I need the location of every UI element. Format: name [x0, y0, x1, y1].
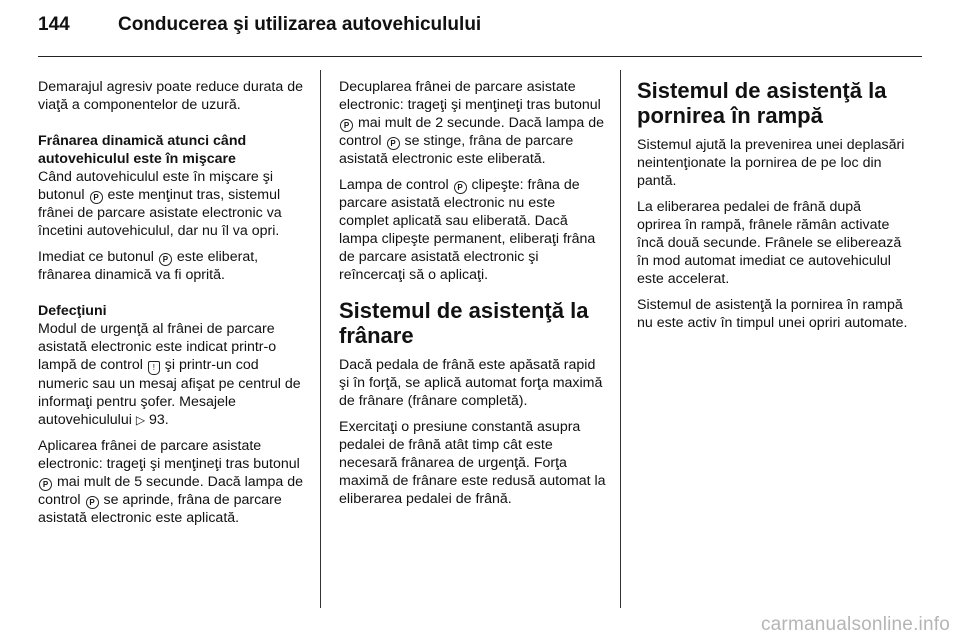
parking-brake-icon: P	[39, 478, 52, 491]
column-1	[38, 78, 308, 535]
dynamic-braking-heading: Frânarea dinamică atunci când autovehiculul este în mişcare	[38, 133, 247, 167]
text-segment: Modul de urgenţă al frânei de parcare asistată electronic este indicat printr-o lampă de control	[38, 321, 277, 373]
column-3	[637, 78, 909, 340]
parking-brake-icon: P	[159, 253, 172, 266]
dynamic-braking-paragraph-2	[38, 248, 308, 284]
text-segment: mai mult de 2 secunde. Dacă lampa de control	[339, 115, 605, 149]
header-rule	[38, 56, 922, 57]
crossref-arrow-icon: ▷	[135, 413, 146, 427]
text-segment: este menţinut tras, sistemul frânei de parcare asistate electronic va încetini autovehiculul, dar nu îl va opri.	[38, 187, 282, 239]
text-segment: mai mult de 5 secunde. Dacă lampa de control	[38, 474, 304, 508]
parking-brake-icon: P	[86, 496, 99, 509]
page-number: 144	[38, 14, 70, 35]
text-segment: Imediat ce butonul	[38, 249, 154, 265]
parking-brake-icon: P	[454, 181, 467, 194]
text-segment: este eliberat, frânarea dinamică va fi oprită.	[38, 249, 259, 283]
brake-assist-paragraph-2: Exercitaţi o presiune constantă asupra pedalei de frână atât timp cât este necesară frânarea de urgenţă. Forţa maximă de frânare este redusă automat la eliberarea pedalei de frână.	[339, 419, 606, 507]
brake-assist-heading: Sistemul de asistenţă la frânare	[339, 298, 589, 348]
column-2	[339, 78, 607, 516]
text-segment: Lampa de control	[339, 177, 449, 193]
parking-brake-icon: P	[340, 119, 353, 132]
hill-start-assist-heading: Sistemul de asistenţă la pornirea în rampă	[637, 78, 887, 128]
column-divider	[320, 70, 321, 608]
hill-start-paragraph-3: Sistemul de asistenţă la pornirea în rampă nu este activ în timpul unei opriri automate.	[637, 297, 908, 331]
page-header	[38, 14, 481, 44]
parking-brake-icon: P	[387, 137, 400, 150]
parking-brake-icon: P	[90, 191, 103, 204]
faults-paragraph-2	[38, 437, 308, 527]
faults-paragraph-1	[38, 320, 308, 429]
dynamic-braking-paragraph-1	[38, 168, 308, 240]
page-title: Conducerea şi utilizarea autovehiculului	[118, 14, 482, 35]
hill-start-paragraph-2: La eliberarea pedalei de frână după oprirea în rampă, frânele rămân activate încă două secunde. Frânele se eliberează în mod automat imediat ce autovehiculul este accelerat.	[637, 199, 902, 287]
brake-assist-paragraph-1: Dacă pedala de frână este apăsată rapid şi în forţă, se aplică automat forţa maximă de frânare (frânare completă).	[339, 357, 603, 409]
text-segment: se aprinde, frâna de parcare asistată electronic este aplicată.	[38, 492, 282, 526]
faults-heading: Defecţiuni	[38, 303, 107, 319]
hill-start-paragraph-1: Sistemul ajută la prevenirea unei deplasări neintenţionate la pornirea de pe loc din pantă.	[637, 137, 905, 189]
text-segment: Aplicarea frânei de parcare asistate electronic: trageţi şi menţineţi tras butonul	[38, 438, 300, 472]
column-divider	[620, 70, 621, 608]
text-segment: Când autovehiculul este în mişcare şi butonul	[38, 169, 274, 203]
text-segment: şi printr-un cod numeric sau un mesaj afişat pe centrul de informaţi pentru şofer. Mesajele autovehiculului	[38, 357, 301, 428]
text-segment: clipeşte: frâna de parcare asistată electronic nu este complet aplicată sau eliberată. Dacă lampa clipeşte permanent, eliberaţi frâna de parcare asistată electronic şi reîncercaţi să o aplicaţi.	[339, 177, 596, 283]
intro-paragraph: Demarajul agresiv poate reduce durata de viaţă a componentelor de uzură.	[38, 79, 303, 113]
flashing-lamp-paragraph	[339, 176, 607, 284]
release-paragraph	[339, 78, 607, 168]
text-segment: se stinge, frâna de parcare asistată electronic este eliberată.	[339, 133, 574, 167]
watermark: carmanualsonline.info	[760, 614, 950, 635]
text-segment: Decuplarea frânei de parcare asistate electronic: trageţi şi menţineţi tras butonul	[339, 79, 601, 113]
brake-warning-lamp-icon: !	[148, 361, 160, 375]
crossref-page[interactable]: 93.	[149, 412, 169, 428]
